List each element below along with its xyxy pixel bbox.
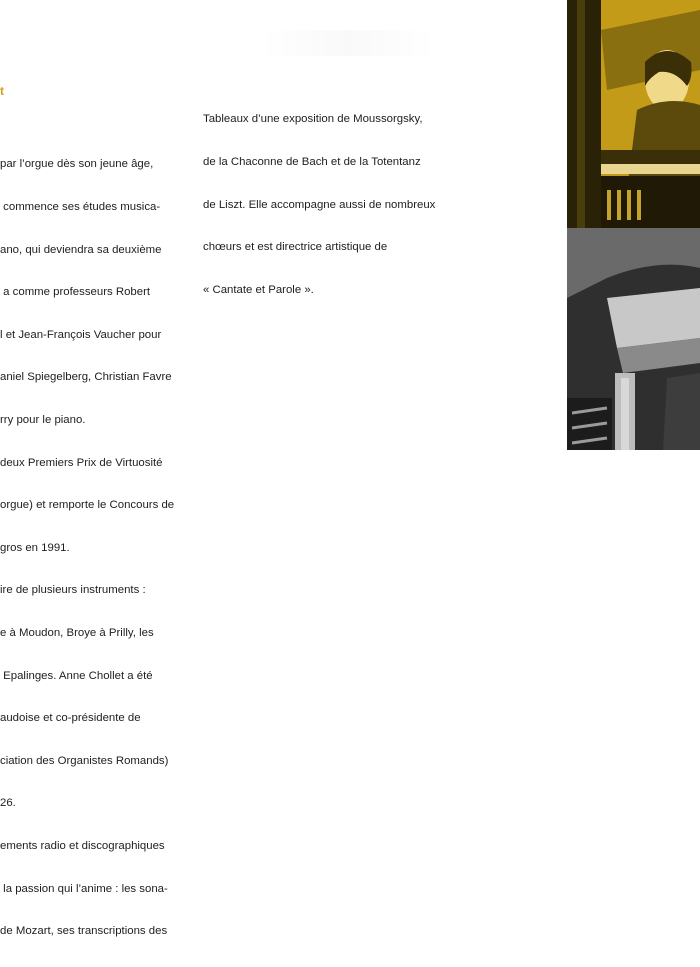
text-line: de Liszt. Elle accompagne aussi de nombreux	[203, 198, 436, 211]
left-text-column	[0, 129, 190, 967]
text-line: ire de plusieurs instruments :	[0, 584, 146, 597]
text-line: rry pour le piano.	[0, 413, 86, 426]
text-line: deux Premiers Prix de Virtuosité	[0, 456, 163, 469]
text-line: gros en 1991.	[0, 541, 70, 554]
text-line: e à Moudon, Broye à Prilly, les	[0, 626, 154, 639]
text-line: aniel Spiegelberg, Christian Favre	[0, 371, 172, 384]
text-line: de la Chaconne de Bach et de la Totentanz	[203, 156, 421, 168]
text-line: Epalinges. Anne Chollet a été	[0, 669, 153, 682]
faint-background-mark	[258, 30, 438, 56]
photo-organ-console	[567, 228, 700, 450]
text-line: Tableaux d’une exposition de Moussorgsky,	[203, 113, 423, 126]
text-line: commence ses études musica-	[0, 201, 161, 213]
text-line: orgue) et remporte le Concours de	[0, 499, 175, 512]
text-line: l et Jean-François Vaucher pour	[0, 328, 162, 341]
middle-text-column	[203, 84, 453, 325]
text-line: par l’orgue dès son jeune âge,	[0, 158, 154, 171]
text-line: chœurs et est directrice artistique de	[203, 241, 388, 254]
portrait-illustration	[567, 0, 700, 228]
text-line: ements radio et discographiques	[0, 839, 165, 852]
text-line: « Cantate et Parole ».	[203, 283, 314, 296]
text-line: audoise et co-présidente de	[0, 712, 141, 725]
organist-photo-strip	[567, 0, 700, 450]
photo-organist-portrait	[567, 0, 700, 228]
text-line: la passion qui l’anime : les sona-	[0, 882, 168, 895]
text-line: de Mozart, ses transcriptions des	[0, 925, 168, 938]
section-heading-fragment: t	[0, 84, 4, 98]
text-line: ano, qui deviendra sa deuxième	[0, 243, 162, 256]
console-illustration	[567, 228, 700, 450]
text-line: 26.	[0, 797, 16, 810]
text-line: a comme professeurs Robert	[0, 286, 151, 299]
text-line: ciation des Organistes Romands)	[0, 754, 169, 767]
